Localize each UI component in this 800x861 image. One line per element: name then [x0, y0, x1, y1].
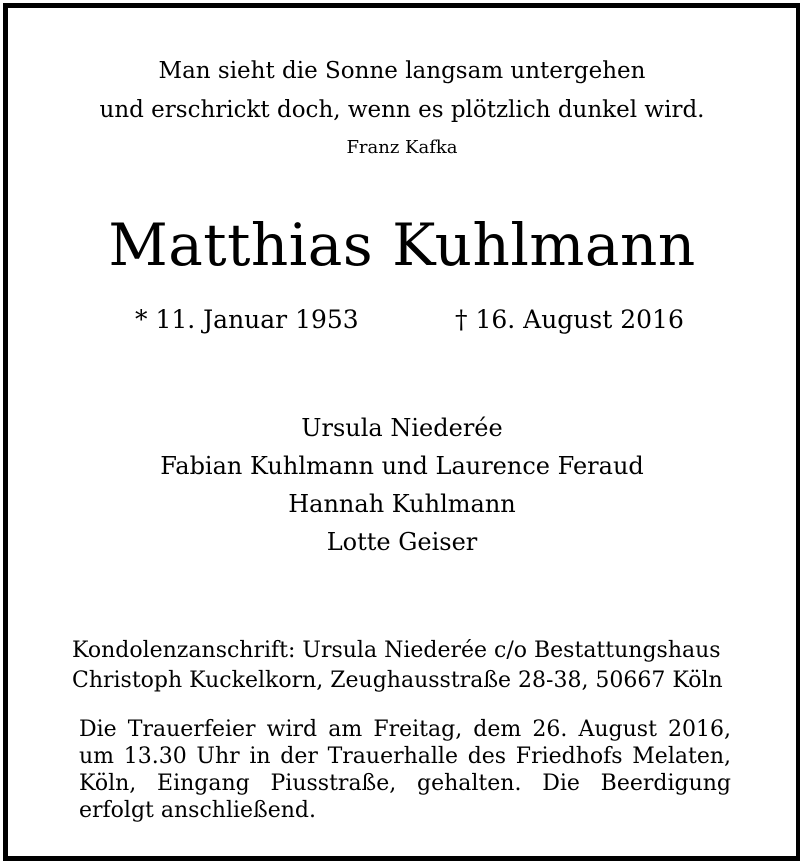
funeral-notice: Die Trauerfeier wird am Freitag, dem 26. August 2016, um 13.30 Uhr in der Trauerhalle des Friedhofs Melaten, Köln, Eingang Piusstraße, gehalten. Die Beerdigung erfolgt anschließend. [79, 717, 731, 823]
quote [8, 52, 796, 130]
mourners-list [8, 409, 796, 561]
quote-line: Man sieht die Sonne langsam untergehen [158, 58, 646, 84]
mourner-name: Hannah Kuhlmann [288, 490, 516, 518]
birth-date: * 11. Januar 1953 [135, 305, 359, 334]
mourner-name: Fabian Kuhlmann und Laurence Feraud [160, 452, 644, 480]
address-line: Christoph Kuckelkorn, Zeughausstraße 28-38, 50667 Köln [72, 668, 723, 693]
mourner-name: Lotte Geiser [326, 528, 478, 556]
quote-author: Franz Kafka [346, 137, 458, 158]
obituary-frame [3, 3, 800, 861]
address-line: Kondolenzanschrift: Ursula Niederée c/o Bestattungshaus [72, 638, 721, 663]
quote-line: und erschrickt doch, wenn es plötzlich dunkel wird. [99, 97, 705, 123]
condolence-address [72, 636, 752, 696]
deceased-name: Matthias Kuhlmann [108, 211, 696, 279]
mourner-name: Ursula Niederée [301, 414, 503, 442]
death-date: † 16. August 2016 [455, 305, 684, 334]
